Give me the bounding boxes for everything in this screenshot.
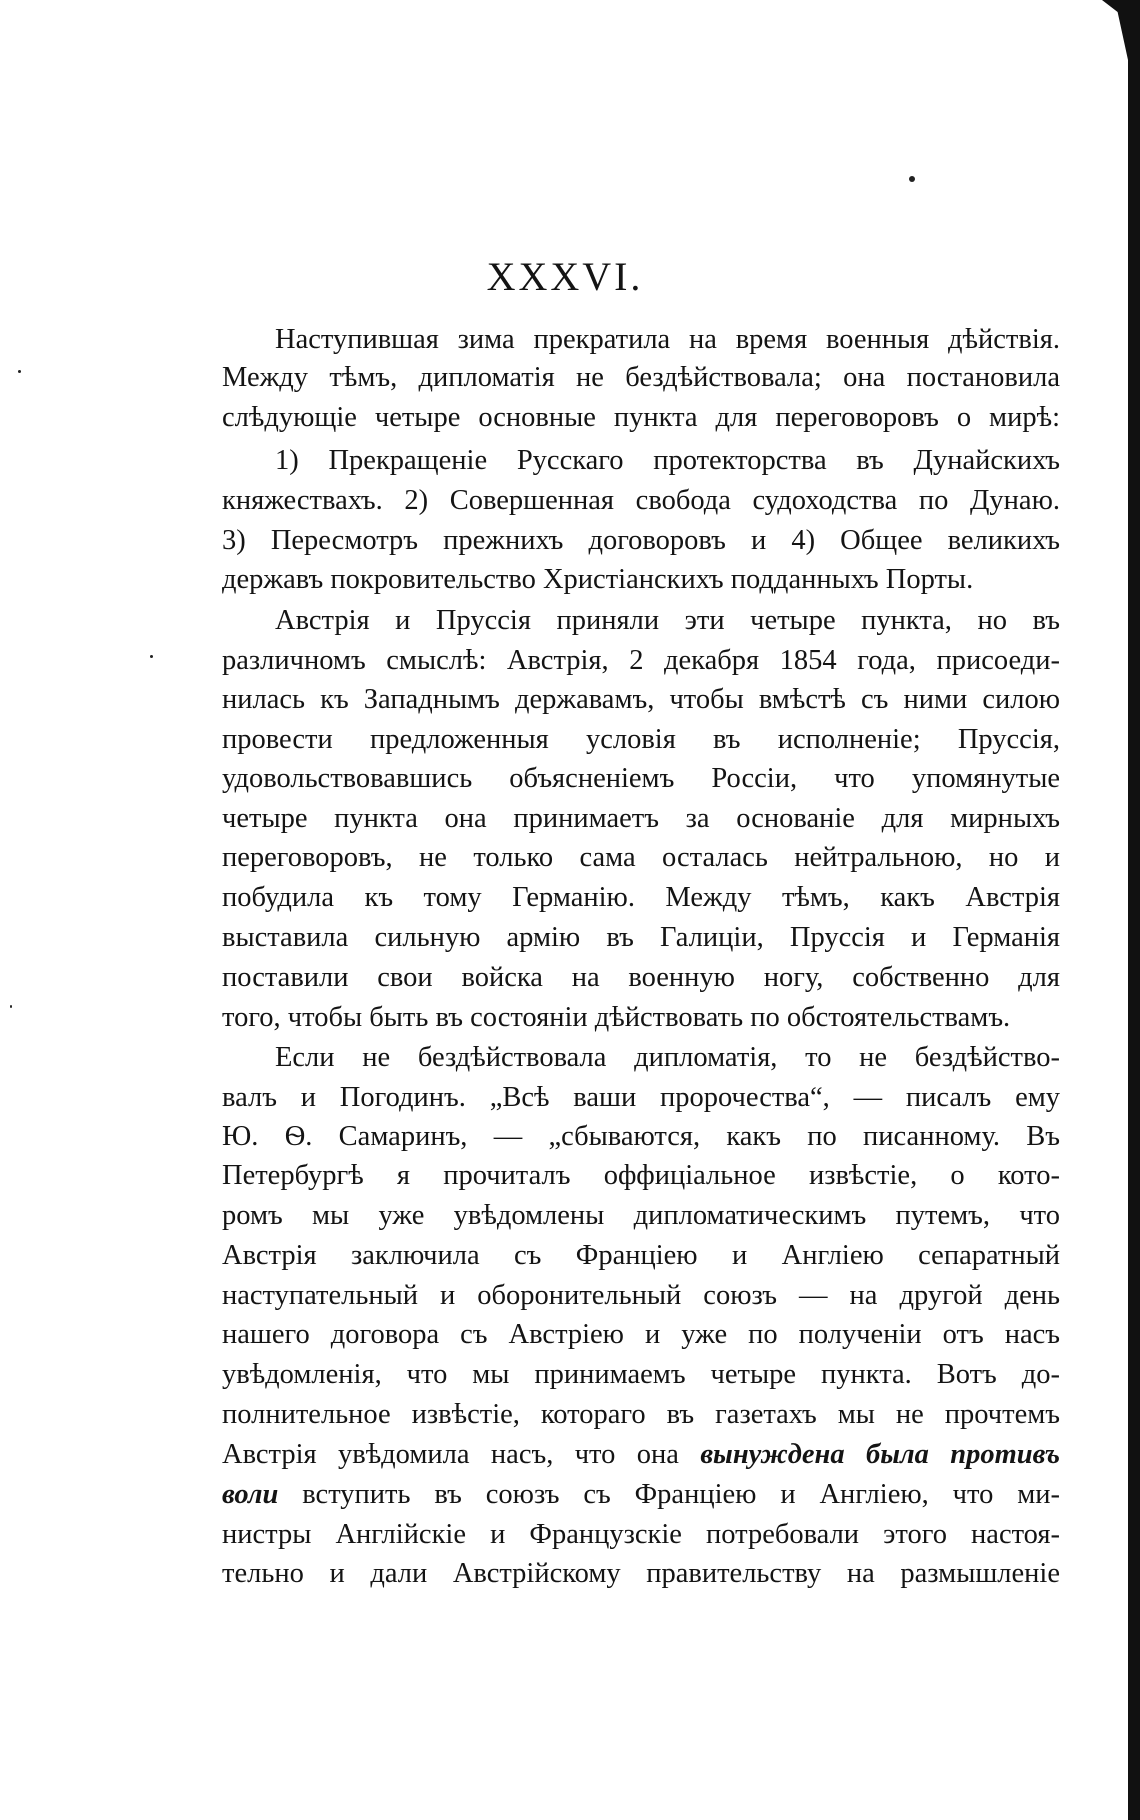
text-line: удовольствовавшись объясненіемъ Россіи, что упомянутые	[222, 763, 1060, 794]
text-line: поставили свои войска на военную ногу, собственно для	[222, 962, 1060, 993]
text-line: провести предложенныя условія въ исполненіе; Пруссія,	[222, 724, 1060, 755]
italic-text: вынуждена была противъ	[700, 1439, 1060, 1470]
text-line: валъ и Погодинъ. „Всѣ ваши пророчества“, — писалъ ему	[222, 1082, 1060, 1113]
text-line	[222, 1477, 1060, 1513]
text-line: Наступившая зима прекратила на время военныя дѣйствія.	[275, 324, 1060, 355]
text-line: Ю. Ѳ. Самаринъ, — „сбываются, какъ по писанному. Въ	[222, 1121, 1060, 1152]
text-line: Австрія заключила съ Франціею и Англіею сепаратный	[222, 1240, 1060, 1271]
text-line: того, чтобы быть въ состояніи дѣйствовать по обстоятельствамъ.	[222, 1002, 1011, 1033]
text-line: четыре пункта она принимаетъ за основаніе для мирныхъ	[222, 803, 1060, 834]
text-line: Если не бездѣйствовала дипломатія, то не бездѣйство-	[275, 1042, 1060, 1073]
text-line: державъ покровительство Христіанскихъ подданныхъ Порты.	[222, 564, 974, 595]
text-line: различномъ смыслѣ: Австрія, 2 декабря 1854 года, присоеди-	[222, 645, 1060, 676]
text-line: полнительное извѣстіе, котораго въ газетахъ мы не прочтемъ	[222, 1399, 1060, 1430]
text-line: Между тѣмъ, дипломатія не бездѣйствовала; она постановила	[222, 362, 1060, 393]
text-line: нистры Англійскіе и Французскіе потребовали этого настоя-	[222, 1519, 1060, 1550]
text-line: 1) Прекращеніе Русскаго протекторства въ Дунайскихъ	[275, 445, 1060, 476]
italic-text: воли	[222, 1479, 279, 1510]
text-line	[222, 1437, 1060, 1473]
text-line: нилась къ Западнымъ державамъ, чтобы вмѣстѣ съ ними силою	[222, 684, 1060, 715]
text-line: нашего договора съ Австріею и уже по полученіи отъ насъ	[222, 1319, 1060, 1350]
text-line: Петербургѣ я прочиталъ оффиціальное извѣстіе, о кото-	[222, 1160, 1060, 1191]
text-line: переговоровъ, не только сама осталась нейтральною, но и	[222, 842, 1060, 873]
chapter-heading: XXXVI.	[486, 254, 644, 299]
text-line: выставила сильную армію въ Галиціи, Пруссія и Германія	[222, 922, 1060, 953]
text-line: 3) Пересмотръ прежнихъ договоровъ и 4) Общее великихъ	[222, 525, 1060, 556]
text-line: слѣдующіе четыре основные пункта для переговоровъ о мирѣ:	[222, 402, 1060, 433]
text-line: Австрія и Пруссія приняли эти четыре пункта, но въ	[275, 605, 1060, 636]
text-line: княжествахъ. 2) Совершенная свобода судоходства по Дунаю.	[222, 485, 1060, 516]
text-line: ромъ мы уже увѣдомлены дипломатическимъ путемъ, что	[222, 1200, 1060, 1231]
text-line: побудила къ тому Германію. Между тѣмъ, какъ Австрія	[222, 882, 1060, 913]
text-span: Австрія увѣдомила насъ, что она	[222, 1439, 701, 1470]
text-line: увѣдомленія, что мы принимаемъ четыре пункта. Вотъ до-	[222, 1359, 1060, 1390]
text-line: наступательный и оборонительный союзъ — на другой день	[222, 1280, 1060, 1311]
text-span: вступить въ союзъ съ Франціею и Англіею, что ми-	[278, 1479, 1060, 1510]
text-line: тельно и дали Австрійскому правительству на размышленіе	[222, 1558, 1060, 1589]
